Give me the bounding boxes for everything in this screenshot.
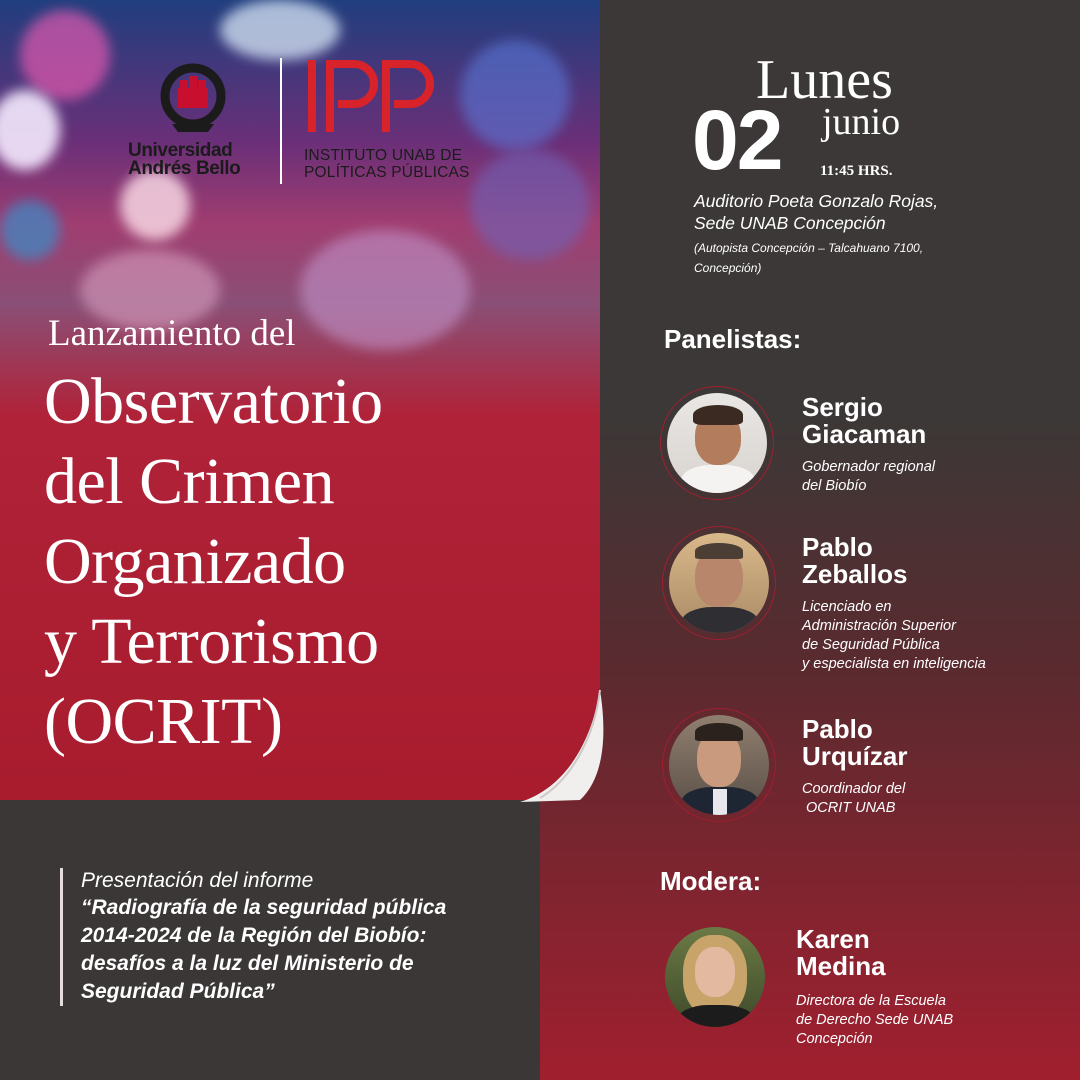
report-title-line: Seguridad Pública” [81,980,275,1003]
panelist-photo [669,533,769,633]
report-intro: Presentación del informe [81,869,314,892]
last-name: Urquízar [802,741,908,771]
logo-divider [280,58,282,184]
panelist-photo [669,715,769,815]
panelist-photo [667,393,767,493]
date-month: junio [822,101,901,143]
title-line: (OCRIT) [44,685,283,758]
role-line: de Derecho Sede UNAB [796,1012,954,1028]
report-title-line: desafíos a la luz del Ministerio de [81,952,414,975]
unab-name-line2: Andrés Bello [128,158,241,179]
role-line: OCRIT UNAB [802,800,896,816]
ipp-name-line2: POLÍTICAS PÚBLICAS [304,164,470,181]
moderator-role [796,992,953,1049]
date-day-number: 02 [692,93,782,187]
panelist-name [802,394,926,448]
role-line: Gobernador regional [802,459,936,475]
address [694,238,923,278]
ipp-letters-icon [304,56,454,138]
title-line: Observatorio [44,365,383,438]
moderator-photo [665,927,765,1027]
title-line: Organizado [44,525,346,598]
panelists-heading: Panelistas: [664,324,802,354]
bokeh-light [300,230,470,350]
venue-line: Sede UNAB Concepción [694,213,886,233]
report-title-line: “Radiografía de la seguridad pública [81,896,447,919]
report-block [60,868,446,1006]
unab-name-line1: Universidad [128,140,233,161]
avatar [658,920,772,1034]
role-line: de Seguridad Pública [802,637,940,653]
bokeh-light [220,0,340,60]
avatar [662,526,776,640]
title-line: y Terrorismo [44,605,379,678]
bokeh-light [460,40,570,150]
event-intro: Lanzamiento del [48,313,296,354]
panelist-role [802,780,905,818]
bokeh-light [470,150,590,260]
event-time: 11:45 HRS. [820,163,893,179]
date-day-name: Lunes [756,49,893,111]
address-line: Concepción) [694,261,762,275]
ipp-name-line1: INSTITUTO UNAB DE [304,147,463,164]
avatar [660,386,774,500]
hero-card [0,0,600,800]
page-curl-decoration [520,690,610,810]
first-name: Sergio [802,392,883,422]
bokeh-light [20,10,110,100]
panelist-name [802,534,907,588]
role-line: Coordinador del [802,781,906,797]
last-name: Medina [796,951,886,981]
report-title [81,894,446,1006]
panelist-role [802,598,986,674]
panelist-role [802,458,935,496]
event-title [44,362,383,762]
bokeh-light [0,90,60,170]
first-name: Pablo [802,532,873,562]
last-name: Zeballos [802,559,908,589]
role-line: y especialista en inteligencia [802,656,986,672]
title-line: del Crimen [44,445,335,518]
bokeh-light [120,170,190,240]
moderator-heading: Modera: [660,866,762,896]
unab-logo [128,62,268,178]
last-name: Giacaman [802,419,927,449]
role-line: Licenciado en [802,599,892,615]
panelist-name [802,716,907,770]
venue-line: Auditorio Poeta Gonzalo Rojas, [694,191,939,211]
report-title-line: 2014-2024 de la Región del Biobío: [81,924,427,947]
unab-crest-icon [158,62,228,136]
address-line: (Autopista Concepción – Talcahuano 7100, [694,241,924,255]
venue [694,190,938,234]
role-line: Directora de la Escuela [796,993,946,1009]
role-line: Administración Superior [802,618,956,634]
first-name: Pablo [802,714,873,744]
moderator-name [796,926,886,980]
bokeh-light [0,200,60,260]
role-line: del Biobío [802,478,867,494]
avatar [662,708,776,822]
role-line: Concepción [796,1031,873,1047]
first-name: Karen [796,924,870,954]
ipp-logo [304,56,470,181]
